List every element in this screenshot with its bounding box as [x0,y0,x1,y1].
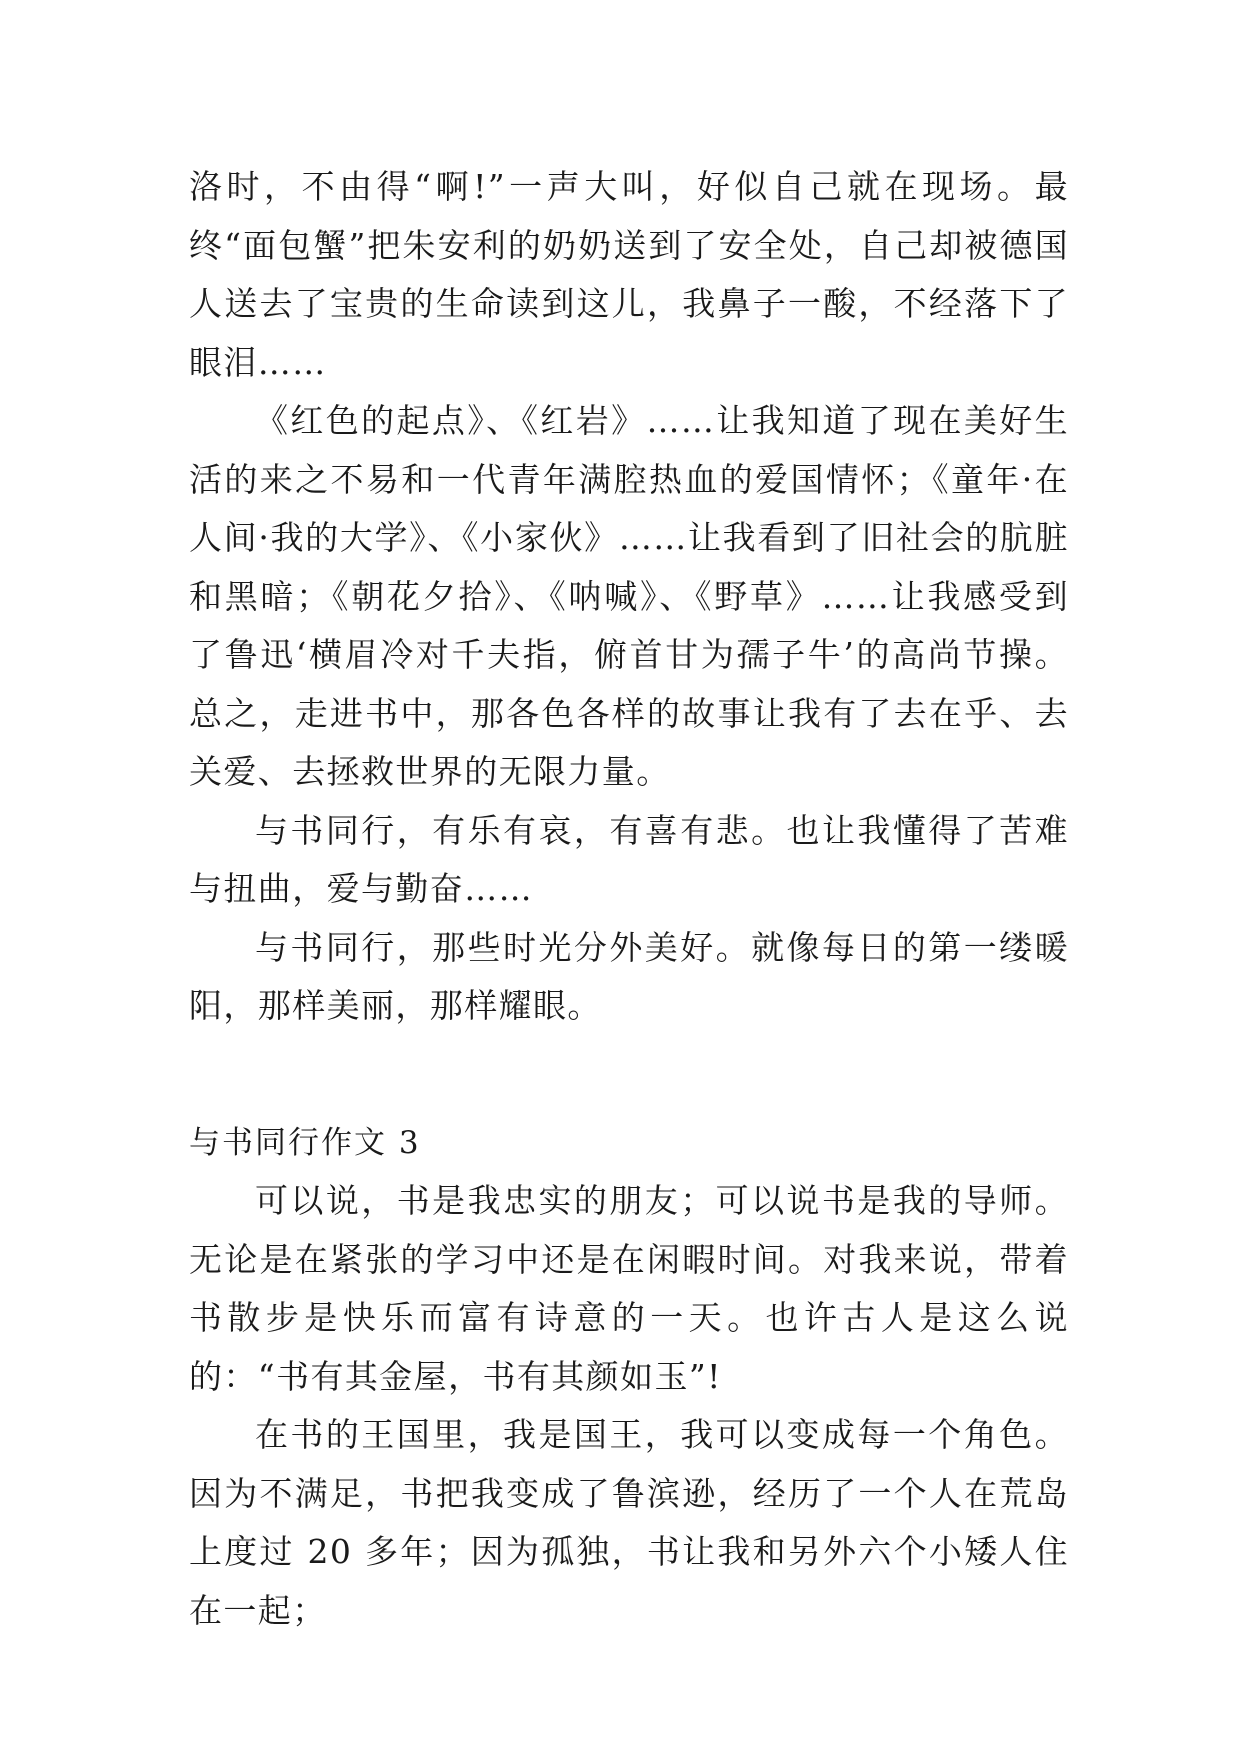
paragraph: 在书的王国里，我是国王，我可以变成每一个角色。因为不满足，书把我变成了鲁滨逊，经历了一个人在荒岛上度过 20 多年；因为孤独，书让我和另外六个小矮人住在一起； [189,1415,1069,1630]
paragraph: 《红色的起点》、《红岩》……让我知道了现在美好生活的来之不易和一代青年满腔热血的爱国情怀；《童年·在人间·我的大学》、《小家伙》……让我看到了旧社会的肮脏和黑暗；《朝花夕拾》、《呐喊》、《野草》……让我感受到了鲁迅‘横眉冷对千夫指，俯首甘为孺子牛’的高尚节操。总之，走进书中，那各色各样的故事让我有了去在乎、去关爱、去拯救世界的无限力量。 [189,401,1069,791]
paragraph: 洛时，不由得“啊!”一声大叫，好似自己就在现场。最终“面包蟹”把朱安利的奶奶送到了安全处，自己却被德国人送去了宝贵的生命读到这儿，我鼻子一酸，不经落下了眼泪…… [189,167,1069,382]
document-body [189,158,1069,1640]
paragraph: 可以说，书是我忠实的朋友；可以说书是我的导师。无论是在紧张的学习中还是在闲暇时间。对我来说，带着书散步是快乐而富有诗意的一天。也许古人是这么说的：“书有其金屋，书有其颜如玉”! [189,1181,1069,1396]
section-heading: 与书同行作文 3 [189,1124,421,1161]
section-spacer [189,1036,1069,1114]
paragraph: 与书同行，有乐有哀，有喜有悲。也让我懂得了苦难与扭曲，爱与勤奋…… [189,810,1069,908]
paragraph: 与书同行，那些时光分外美好。就像每日的第一缕暖阳，那样美丽，那样耀眼。 [189,927,1069,1025]
